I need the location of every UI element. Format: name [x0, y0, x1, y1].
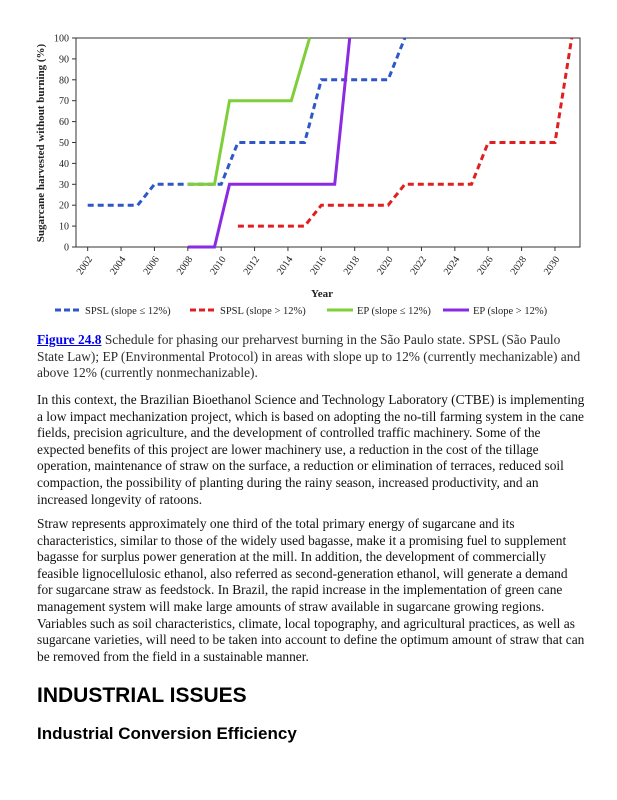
figure-link[interactable]: Figure 24.8: [37, 332, 102, 347]
y-tick-label: 0: [64, 242, 69, 254]
caption-text: Schedule for phasing our preharvest burning in the São Paulo state. SPSL (São Paulo State Law); EP (Environmental Protocol) in areas with slope up to 12% (currently mechanizable) and above 12% (currently nonmechanizable).: [37, 332, 581, 381]
x-tick-label: 2022: [408, 254, 429, 278]
x-tick-label: 2016: [308, 254, 329, 278]
chart-legend: [55, 306, 548, 317]
series-line-4: [188, 38, 350, 247]
burning-phaseout-chart: [30, 28, 590, 326]
legend-label: EP (slope > 12%): [473, 306, 548, 317]
y-tick-label: 20: [59, 200, 69, 212]
series-line-3: [188, 38, 310, 184]
x-tick-label: 2030: [541, 254, 563, 278]
series-line-2: [238, 38, 572, 226]
chart-ticks: [54, 34, 562, 278]
body-paragraph: Straw represents approximately one third of the total primary energy of sugarcane and its characteristics, similar to those of the widely used bagasse, make it a promising fuel to supplement bagasse for surplus power generation at the mill. In addition, the development of commercially feasible lignocellulosic ethanol, also referred as second-generation ethanol, will generate a demand for sugarcane straw as feedstock. In Brazil, the rapid increase in the implementation of green cane management system will make large amounts of straw available in sugarcane growing regions. Variables such as soil characteristics, climate, local topography, and agricultural practices, as well as sugarcane varieties, will need to be taken into account to define the optimum amount of straw that can be removed from the field in a sustainable manner.: [37, 516, 585, 664]
series-line-1: [88, 38, 405, 205]
y-tick-label: 100: [54, 33, 69, 45]
y-tick-label: 90: [59, 54, 69, 66]
x-tick-label: 2014: [274, 254, 296, 278]
x-tick-label: 2008: [174, 254, 196, 278]
x-tick-label: 2004: [108, 254, 129, 278]
x-tick-label: 2018: [341, 254, 363, 278]
legend-label: SPSL (slope > 12%): [220, 306, 306, 317]
x-tick-label: 2020: [375, 254, 396, 278]
y-tick-label: 40: [59, 158, 69, 170]
y-tick-label: 70: [59, 96, 69, 108]
y-tick-label: 30: [59, 179, 69, 191]
x-axis-label: Year: [311, 288, 333, 300]
subsection-heading: Industrial Conversion Efficiency: [37, 724, 297, 743]
y-tick-label: 80: [59, 75, 69, 87]
x-tick-label: 2028: [508, 254, 530, 278]
figure-caption: [37, 332, 585, 382]
legend-label: EP (slope ≤ 12%): [357, 306, 431, 317]
legend-label: SPSL (slope ≤ 12%): [85, 306, 171, 317]
x-tick-label: 2012: [241, 254, 263, 278]
body-paragraph: In this context, the Brazilian Bioethanol Science and Technology Laboratory (CTBE) is implementing a low impact mechanization project, which is based on adopting the no-till farming system in the cane fields, precision agriculture, and the development of controlled traffic machinery. Some of the expected benefits of this project are lower machinery use, a reduction in the cost of the tillage operation, maintenance of straw on the surface, a reduction or elimination of terraces, reduced soil compaction, the possibility of planting during the rainy season, increased productivity, and an increased longevity of ratoons.: [37, 392, 585, 507]
x-tick-label: 2026: [475, 254, 496, 278]
section-heading: INDUSTRIAL ISSUES: [37, 684, 247, 707]
y-axis-label: Sugarcane harvested without burning (%): [35, 43, 47, 243]
y-tick-label: 10: [59, 221, 69, 233]
y-tick-label: 60: [59, 117, 69, 129]
x-tick-label: 2010: [208, 254, 229, 278]
chart-series: [88, 38, 572, 247]
x-tick-label: 2024: [441, 254, 463, 278]
y-tick-label: 50: [59, 138, 69, 149]
x-tick-label: 2002: [74, 254, 96, 278]
x-tick-label: 2006: [141, 254, 162, 278]
